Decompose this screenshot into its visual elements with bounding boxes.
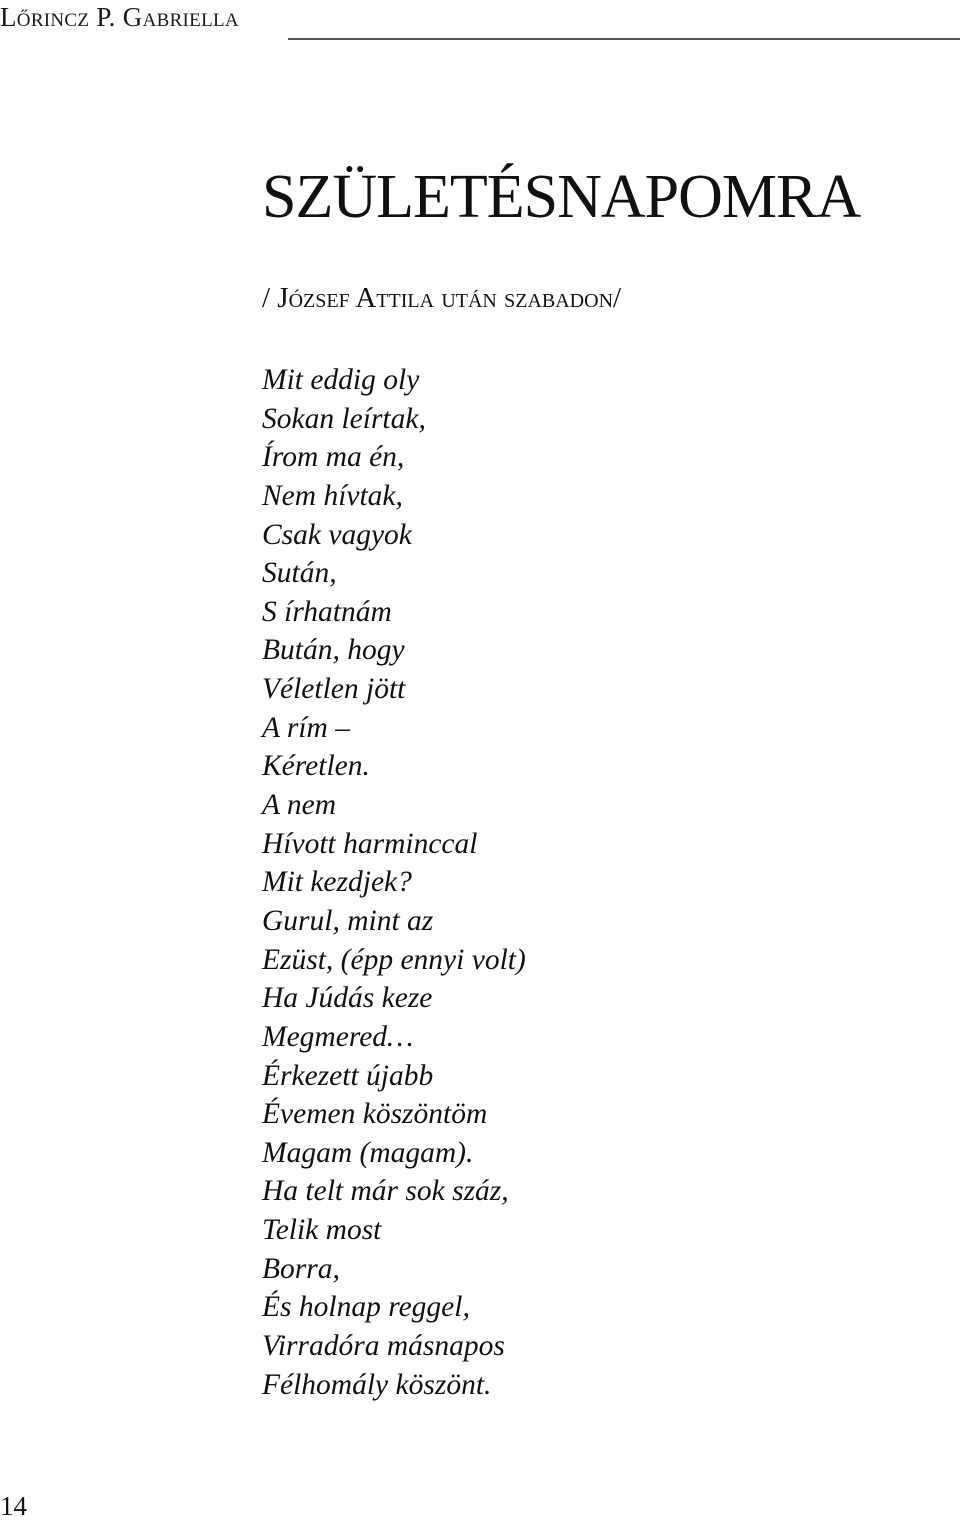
page-number: 14 bbox=[0, 1491, 27, 1521]
poem-line: Ha telt már sok száz, bbox=[262, 1175, 509, 1208]
poem-title: SZÜLETÉSNAPOMRA bbox=[262, 163, 861, 231]
poem-line: És holnap reggel, bbox=[262, 1291, 470, 1324]
poem-line: Nem hívtak, bbox=[262, 479, 403, 512]
poem-line: Írom ma én, bbox=[262, 441, 405, 474]
poem-line: Hívott harminccal bbox=[262, 827, 478, 860]
poem-line: A rím – bbox=[262, 711, 350, 744]
poem-line: Sután, bbox=[262, 557, 337, 590]
poem-line: Ezüst, (épp ennyi volt) bbox=[262, 943, 526, 976]
poem-line: Csak vagyok bbox=[262, 518, 412, 551]
poem-line: Félhomály köszönt. bbox=[262, 1368, 492, 1401]
poem-line: Megmered… bbox=[262, 1020, 414, 1053]
poem-line: Véletlen jött bbox=[262, 673, 406, 706]
poem-line: Gurul, mint az bbox=[262, 904, 434, 937]
poem-line: Sokan leírtak, bbox=[262, 402, 426, 435]
poem-line: Virradóra másnapos bbox=[262, 1330, 505, 1363]
poem-line: Bután, hogy bbox=[262, 634, 405, 667]
poem-line: Mit eddig oly bbox=[262, 364, 420, 396]
poem-line: Mit kezdjek? bbox=[262, 866, 412, 899]
poem-line: Érkezett újabb bbox=[262, 1059, 434, 1092]
poem-line: Kéretlen. bbox=[262, 750, 370, 783]
poem-line: Ha Júdás keze bbox=[262, 982, 433, 1015]
poem-line: S írhatnám bbox=[262, 595, 392, 628]
poem-line: Évemen köszöntöm bbox=[262, 1098, 488, 1131]
running-head-author: Lőrincz P. Gabriella bbox=[0, 2, 239, 32]
poem-line: Magam (magam). bbox=[262, 1136, 474, 1169]
poem-body bbox=[262, 361, 526, 1404]
poem-subtitle: / József Attila után szabadon/ bbox=[262, 282, 622, 314]
header-rule bbox=[288, 38, 960, 40]
poem-line: Borra, bbox=[262, 1252, 340, 1285]
poem-line: A nem bbox=[262, 789, 337, 822]
poem-line: Telik most bbox=[262, 1214, 382, 1247]
